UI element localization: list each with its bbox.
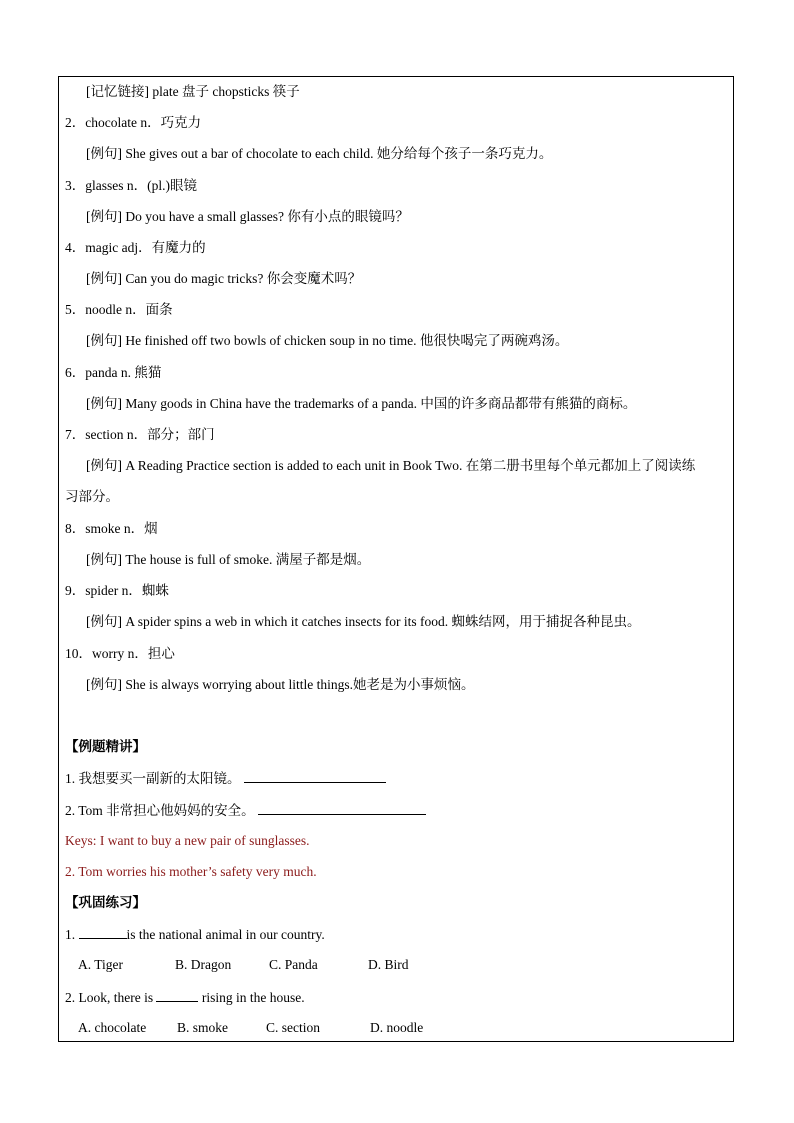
- q1-option-d: D. Bird: [368, 957, 409, 972]
- vocab-head-magic: 4．magic adj．有魔力的: [65, 240, 206, 255]
- q1-option-a: A. Tiger: [78, 957, 124, 972]
- answer-blank: [79, 924, 127, 939]
- practice-question-1-prefix: 1.: [65, 927, 79, 942]
- practice-question-1: [65, 924, 325, 945]
- vocab-example-noodle: [例句] He finished off two bowls of chicken soup in no time. 他很快喝完了两碗鸡汤。: [86, 333, 569, 348]
- answer-blank: [244, 768, 386, 783]
- q2-option-b: B. smoke: [177, 1020, 229, 1035]
- vocab-head-smoke: 8．smoke n．烟: [65, 521, 158, 536]
- vocab-example-section: [例句] A Reading Practice section is added to each unit in Book Two. 在第二册书里每个单元都加上了阅读练: [86, 458, 696, 473]
- vocab-head-glasses: 3．glasses n．(pl.)眼镜: [65, 178, 197, 193]
- q1-option-b: B. Dragon: [175, 957, 232, 972]
- practice-question-2-suffix: rising in the house.: [198, 990, 305, 1005]
- answer-key-2: 2. Tom worries his mother’s safety very much.: [65, 864, 317, 879]
- vocab-head-worry: 10．worry n．担心: [65, 646, 175, 661]
- vocab-example-smoke: [例句] The house is full of smoke. 满屋子都是烟。: [86, 552, 371, 567]
- practice-question-2: [65, 987, 305, 1008]
- vocab-example-chocolate: [例句] She gives out a bar of chocolate to each child. 她分给每个孩子一条巧克力。: [86, 146, 553, 161]
- practice-section-title: 【巩固练习】: [65, 895, 146, 910]
- q2-option-c: C. section: [266, 1020, 320, 1035]
- example-question-2-text: 2. Tom 非常担心他妈妈的安全。: [65, 803, 255, 818]
- vocab-example-magic: [例句] Can you do magic tricks? 你会变魔术吗？: [86, 271, 362, 286]
- examples-section-title: 【例题精讲】: [65, 739, 146, 754]
- vocab-head-section: 7．section n．部分；部门: [65, 427, 215, 442]
- practice-question-2-prefix: 2. Look, there is: [65, 990, 157, 1005]
- vocab-example-glasses: [例句] Do you have a small glasses? 你有小点的眼镜吗？: [86, 209, 409, 224]
- memory-link-line: [记忆链接] plate 盘子 chopsticks 筷子: [86, 84, 300, 99]
- vocab-head-noodle: 5．noodle n．面条: [65, 302, 173, 317]
- example-question-2: [65, 800, 426, 821]
- example-question-1-text: 1. 我想要买一副新的太阳镜。: [65, 771, 241, 786]
- vocab-example-section-continued: 习部分。: [65, 489, 119, 504]
- vocab-head-spider: 9．spider n．蜘蛛: [65, 583, 169, 598]
- example-question-1: [65, 768, 386, 789]
- practice-question-1-suffix: is the national animal in our country.: [126, 927, 325, 942]
- answer-key-1: Keys: I want to buy a new pair of sunglasses.: [65, 833, 310, 848]
- q2-option-d: D. noodle: [370, 1020, 424, 1035]
- answer-blank: [156, 987, 198, 1002]
- vocab-example-worry: [例句] She is always worrying about little things.她老是为小事烦恼。: [86, 677, 475, 692]
- answer-blank: [258, 800, 426, 815]
- vocab-example-panda: [例句] Many goods in China have the trademarks of a panda. 中国的许多商品都带有熊猫的商标。: [86, 396, 637, 411]
- vocab-example-spider: [例句] A spider spins a web in which it catches insects for its food. 蜘蛛结网，用于捕捉各种昆虫。: [86, 614, 641, 629]
- q2-option-a: A. chocolate: [78, 1020, 147, 1035]
- q1-option-c: C. Panda: [269, 957, 318, 972]
- vocab-head-panda: 6．panda n. 熊猫: [65, 365, 162, 380]
- vocab-head-chocolate: 2．chocolate n．巧克力: [65, 115, 202, 130]
